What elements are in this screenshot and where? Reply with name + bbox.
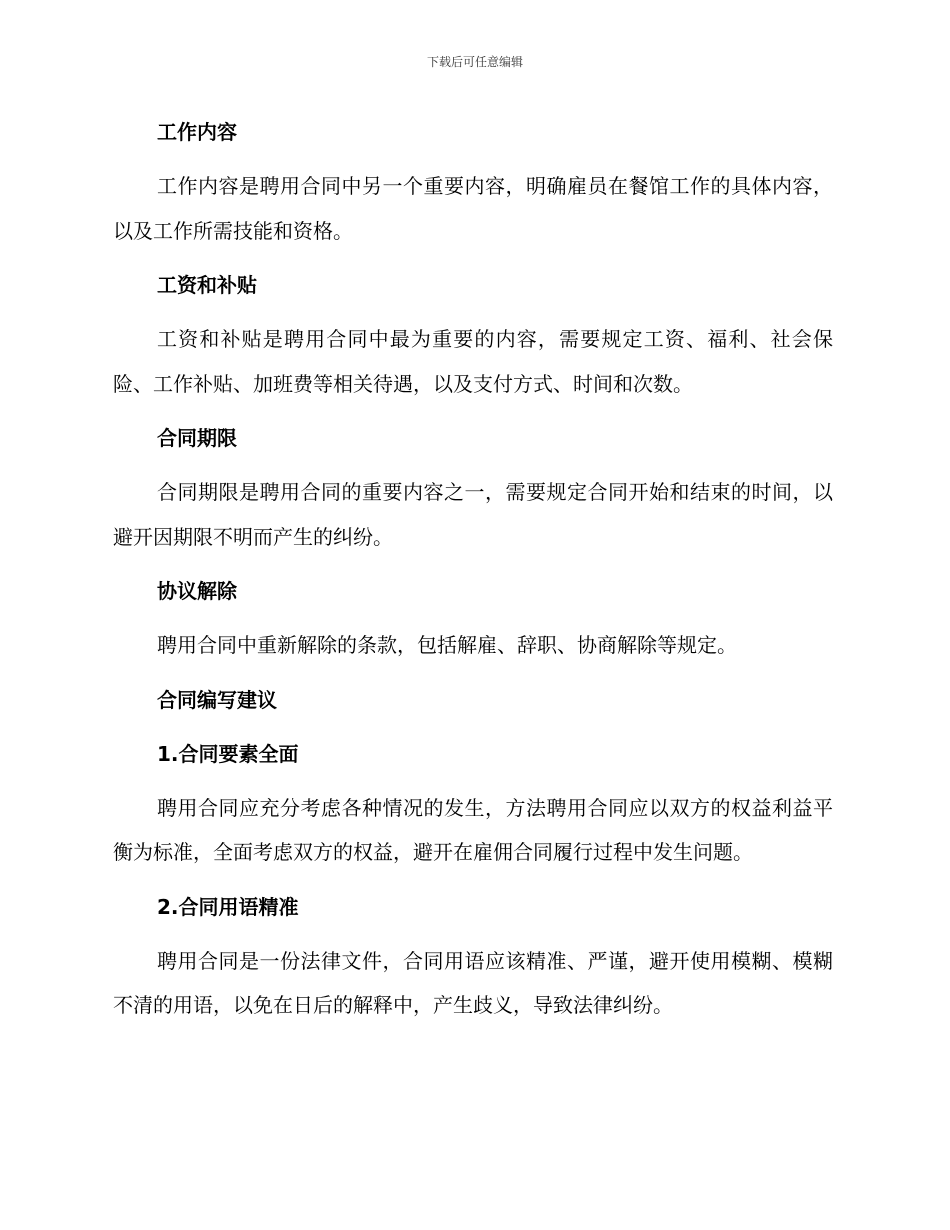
section-heading-termination: 协议解除 — [157, 579, 237, 603]
section-paragraph-salary: 工资和补贴是聘用合同中最为重要的内容，需要规定工资、福利、社会保险、工作补贴、加班费等相关待遇，以及支付方式、时间和次数。 — [113, 327, 833, 396]
section-paragraph-work-content: 工作内容是聘用合同中另一个重要内容，明确雇员在餐馆工作的具体内容，以及工作所需技能和资格。 — [113, 174, 833, 243]
section-heading-writing-advice: 合同编写建议 — [157, 687, 277, 712]
page-header: 下载后可任意编辑 — [426, 55, 523, 69]
section-heading-contract-term: 合同期限 — [157, 426, 237, 450]
document-body — [113, 110, 833, 1038]
section-heading-complete-elements: 1.合同要素全面 — [157, 741, 299, 766]
section-paragraph-termination: 聘用合同中重新解除的条款，包括解雇、辞职、协商解除等规定。 — [157, 633, 737, 657]
section-paragraph-contract-term: 合同期限是聘用合同的重要内容之一，需要规定合同开始和结束的时间，以避开因期限不明而产生的纠纷。 — [113, 480, 833, 549]
section-heading-work-content: 工作内容 — [157, 120, 237, 144]
section-paragraph-precise-wording: 聘用合同是一份法律文件，合同用语应该精准、严谨，避开使用模糊、模糊不清的用语，以免在日后的解释中，产生歧义，导致法律纠纷。 — [113, 948, 833, 1017]
section-paragraph-complete-elements: 聘用合同应充分考虑各种情况的发生，方法聘用合同应以双方的权益利益平衡为标准，全面考虑双方的权益，避开在雇佣合同履行过程中发生问题。 — [113, 795, 833, 864]
section-heading-precise-wording: 2.合同用语精准 — [157, 894, 299, 919]
section-heading-salary: 工资和补贴 — [157, 273, 257, 297]
